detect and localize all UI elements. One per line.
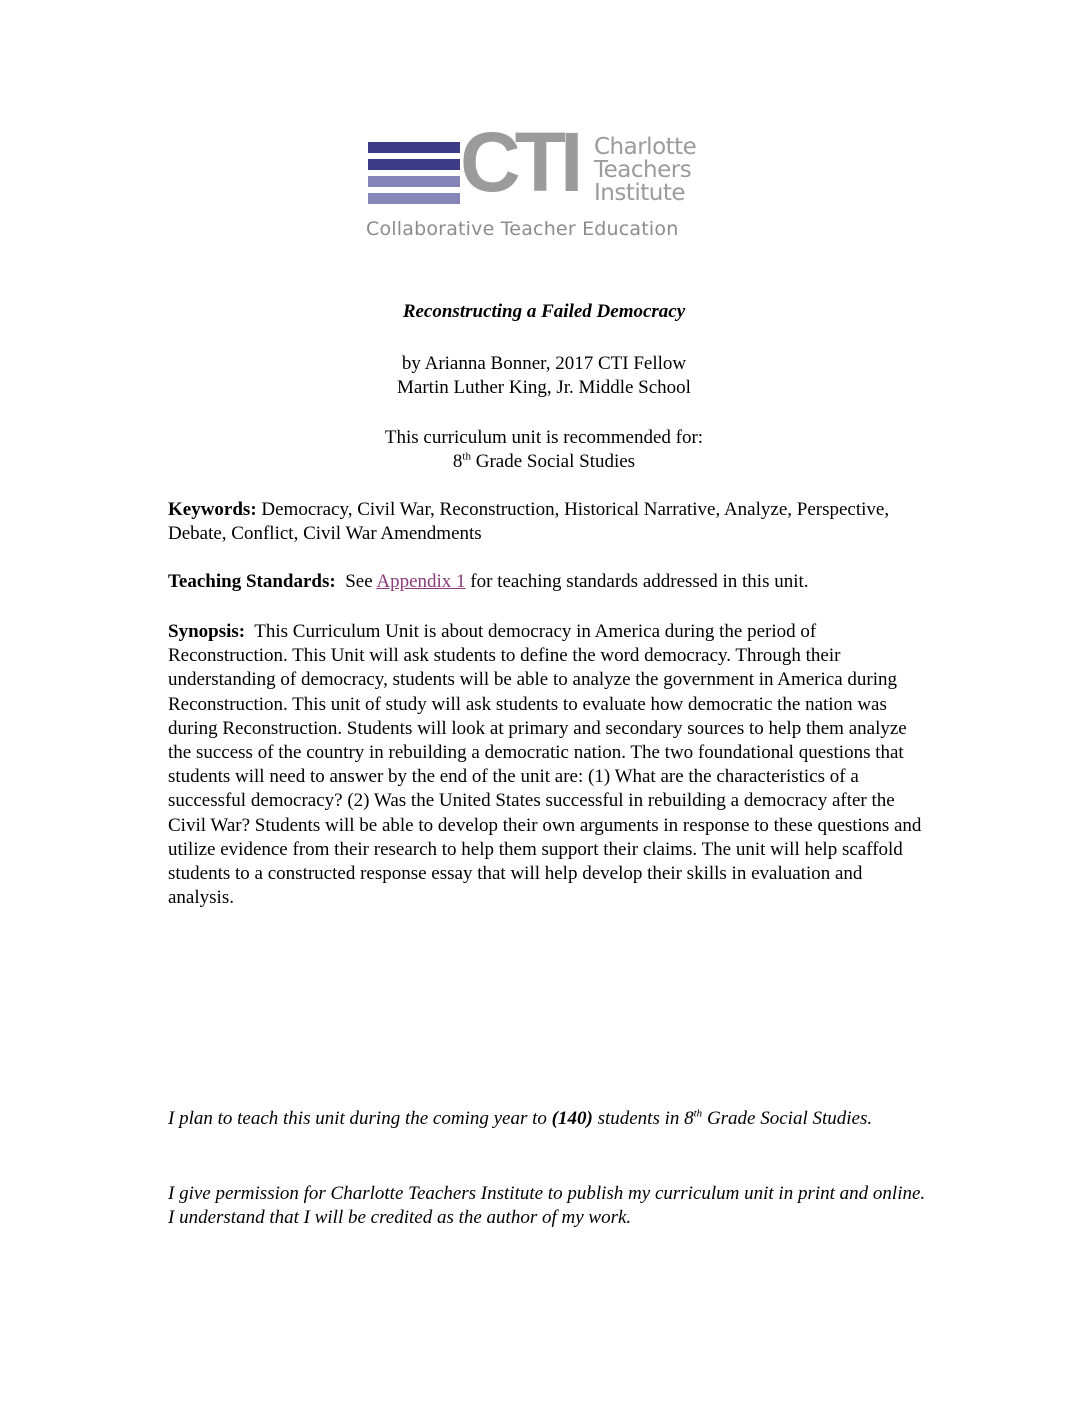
school-line: Martin Luther King, Jr. Middle School — [397, 377, 691, 398]
standards-label: Teaching Standards: — [168, 571, 336, 592]
cti-logo — [364, 115, 724, 244]
keywords-paragraph — [168, 498, 928, 546]
recommendation-grade: 8th Grade Social Studies — [452, 450, 636, 472]
synopsis-label: Synopsis: — [168, 621, 246, 642]
appendix-link[interactable]: Appendix 1 — [376, 571, 466, 592]
logo-letters: CTI — [460, 115, 578, 209]
permission-statement: I give permission for Charlotte Teachers Institute to publish my curriculum unit in print and online. I understand that I will be credited as the author of my work. — [168, 1183, 926, 1229]
byline — [0, 352, 1088, 400]
logo-bars-icon — [368, 142, 460, 204]
author-line: by Arianna Bonner, 2017 CTI Fellow — [401, 353, 687, 374]
synopsis-text: This Curriculum Unit is about democracy in America during the period of Reconstruction. This Unit will ask students to define the word democracy. Through their understanding of democracy, students will be able to analyze the government in America during Reconstruction. This unit of study will ask students to evaluate how democratic the nation was during Reconstruction. Students will look at primary and secondary sources to help them analyze the success of the country in rebuilding a democratic nation. The two foundational questions that students will need to answer by the end of the unit are: (1) What are the characteristics of a successful democracy? (2) Was the United States successful in rebuilding a democracy after the Civil War? Students will be able to develop their own arguments in response to these questions and utilize evidence from their research to help them support their claims. The unit will help scaffold students to a constructed response essay that will help develop their skills in evaluation and analysis. — [168, 621, 927, 909]
plan-statement: I plan to teach this unit during the coming year to (140) students in 8th Grade Social Studies. — [168, 1107, 873, 1129]
recommendation — [0, 426, 1088, 474]
logo-name-line: Institute — [594, 180, 686, 206]
keywords-text: Democracy, Civil War, Reconstruction, Historical Narrative, Analyze, Perspective, Debate, Conflict, Civil War Amendments — [168, 499, 890, 545]
logo-name-line: Teachers — [594, 157, 692, 183]
logo-name-line: Charlotte — [594, 134, 697, 160]
synopsis-paragraph — [168, 620, 928, 910]
logo-tagline: Collaborative Teacher Education — [366, 218, 679, 240]
document-title: Reconstructing a Failed Democracy — [402, 301, 686, 322]
logo-name — [594, 136, 696, 205]
recommendation-intro: This curriculum unit is recommended for: — [384, 427, 704, 448]
standards-paragraph: Teaching Standards: See Appendix 1 for teaching standards addressed in this unit. — [168, 571, 809, 592]
student-count: (140) — [551, 1108, 593, 1129]
keywords-label: Keywords: — [168, 499, 257, 520]
